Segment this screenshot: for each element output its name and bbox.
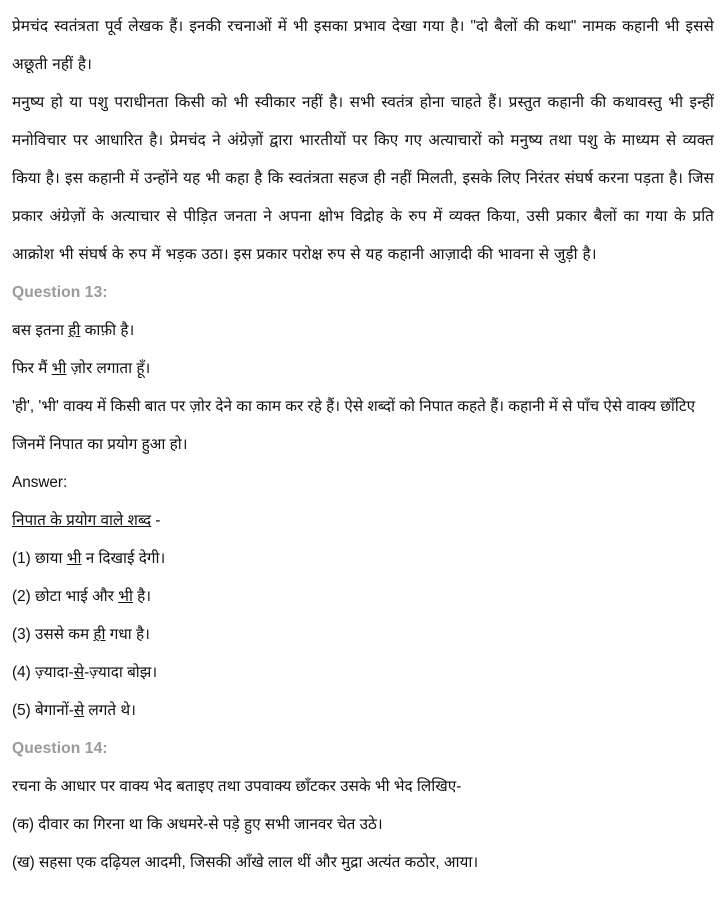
answer-item	[12, 616, 714, 654]
answer-item-text-before: छोटा भाई और	[30, 588, 119, 605]
example-1-text-before: बस इतना	[12, 322, 69, 339]
answer-item-number: (5)	[12, 702, 31, 719]
question-14-item-list	[12, 806, 714, 882]
question-14-heading: Question 14:	[12, 740, 108, 757]
question-13-heading: Question 13:	[12, 284, 108, 301]
question-14-prompt: रचना के आधार पर वाक्य भेद बताइए तथा उपवाक्य छाँटकर उसके भी भेद लिखिए-	[12, 778, 462, 795]
answer-item-underlined-word: भी	[66, 550, 82, 567]
answer-item-text-after: गधा है।	[105, 626, 150, 643]
answer-item	[12, 578, 714, 616]
answer-item-text-before: ज़्यादा-	[30, 664, 74, 681]
example-2-text-before: फिर मैं	[12, 360, 52, 377]
answer-item	[12, 654, 714, 692]
answer-item	[12, 540, 714, 578]
answer-item-text-before: छाया	[30, 550, 67, 567]
example-1-text-after: काफ़ी है।	[80, 322, 135, 339]
answer-item-number: (1)	[12, 550, 31, 567]
example-2-underlined-word: भी	[51, 360, 67, 377]
answer-item-number: (2)	[12, 588, 31, 605]
example-1-underlined-word: ही	[68, 322, 81, 339]
intro-paragraph-2: मनुष्य हो या पशु पराधीनता किसी को भी स्वीकार नहीं है। सभी स्वतंत्र होना चाहते हैं। प्रस्तुत कहानी की कथावस्तु भी इन्हीं मनोविचार पर आधारित है। प्रेमचंद ने अंग्रेज़ों द्वारा भारतीयों पर किए गए अत्याचारों को मनुष्य तथा पशु के माध्यम से व्यक्त किया है। इस कहानी में उन्होंने यह भी कहा है कि स्वतंत्रता सहज ही नहीं मिलती, इसके लिए निरंतर संघर्ष करना पड़ता है। जिस प्रकार अंग्रेज़ों के अत्याचार से पीड़ित जनता ने अपना क्षोभ विद्रोह के रुप में व्यक्त किया, उसी प्रकार बैलों का गया के प्रति आक्रोश भी संघर्ष के रुप में भड़क उठा। इस प्रकार परोक्ष रुप से यह कहानी आज़ादी की भावना से जुड़ी है।	[12, 94, 714, 263]
question-14-item: (ख) सहसा एक दढ़ियल आदमी, जिसकी आँखे लाल थीं और मुद्रा अत्यंत कठोर, आया।	[12, 854, 479, 871]
answer-subheading-underlined: निपात के प्रयोग वाले शब्द	[12, 512, 152, 529]
answer-item-underlined-word: से	[73, 664, 85, 681]
answer-item-underlined-word: भी	[118, 588, 133, 605]
answer-item	[12, 692, 714, 730]
answer-item-text-after: न दिखाई देगी।	[81, 550, 166, 567]
answer-item-underlined-word: से	[73, 702, 85, 719]
example-2-text-after: ज़ोर लगाता हूँ।	[66, 360, 151, 377]
answer-item-text-before: बेगानों-	[30, 702, 74, 719]
answer-item-number: (3)	[12, 626, 31, 643]
question-13-example-2	[12, 350, 714, 388]
answer-item-text-after: -ज़्यादा बोझ।	[84, 664, 158, 681]
question-14-item: (क) दीवार का गिरना था कि अधमरे-से पड़े हुए सभी जानवर चेत उठे।	[12, 816, 383, 833]
question-13-answer-label: Answer:	[12, 474, 68, 491]
answer-item-underlined-word: ही	[93, 626, 106, 643]
answer-subheading	[12, 502, 714, 540]
answer-item-number: (4)	[12, 664, 31, 681]
answer-item-text-after: है।	[132, 588, 152, 605]
answer-item-text-before: उससे कम	[30, 626, 94, 643]
intro-paragraph-1: प्रेमचंद स्वतंत्रता पूर्व लेखक हैं। इनकी रचनाओं में भी इसका प्रभाव देखा गया है। "दो बैलों की कथा" नामक कहानी भी इससे अछूती नहीं है।	[12, 18, 714, 73]
question-13-prompt: 'ही', 'भी' वाक्य में किसी बात पर ज़ोर देने का काम कर रहे हैं। ऐसे शब्दों को निपात कहते हैं। कहानी में से पाँच ऐसे वाक्य छाँटिए जिनमें निपात का प्रयोग हुआ हो।	[12, 398, 696, 453]
answer-item-text-after: लगते थे।	[84, 702, 136, 719]
answer-subheading-suffix: -	[151, 512, 161, 529]
question-13-example-1	[12, 312, 714, 350]
question-13-answer-list	[12, 540, 714, 730]
